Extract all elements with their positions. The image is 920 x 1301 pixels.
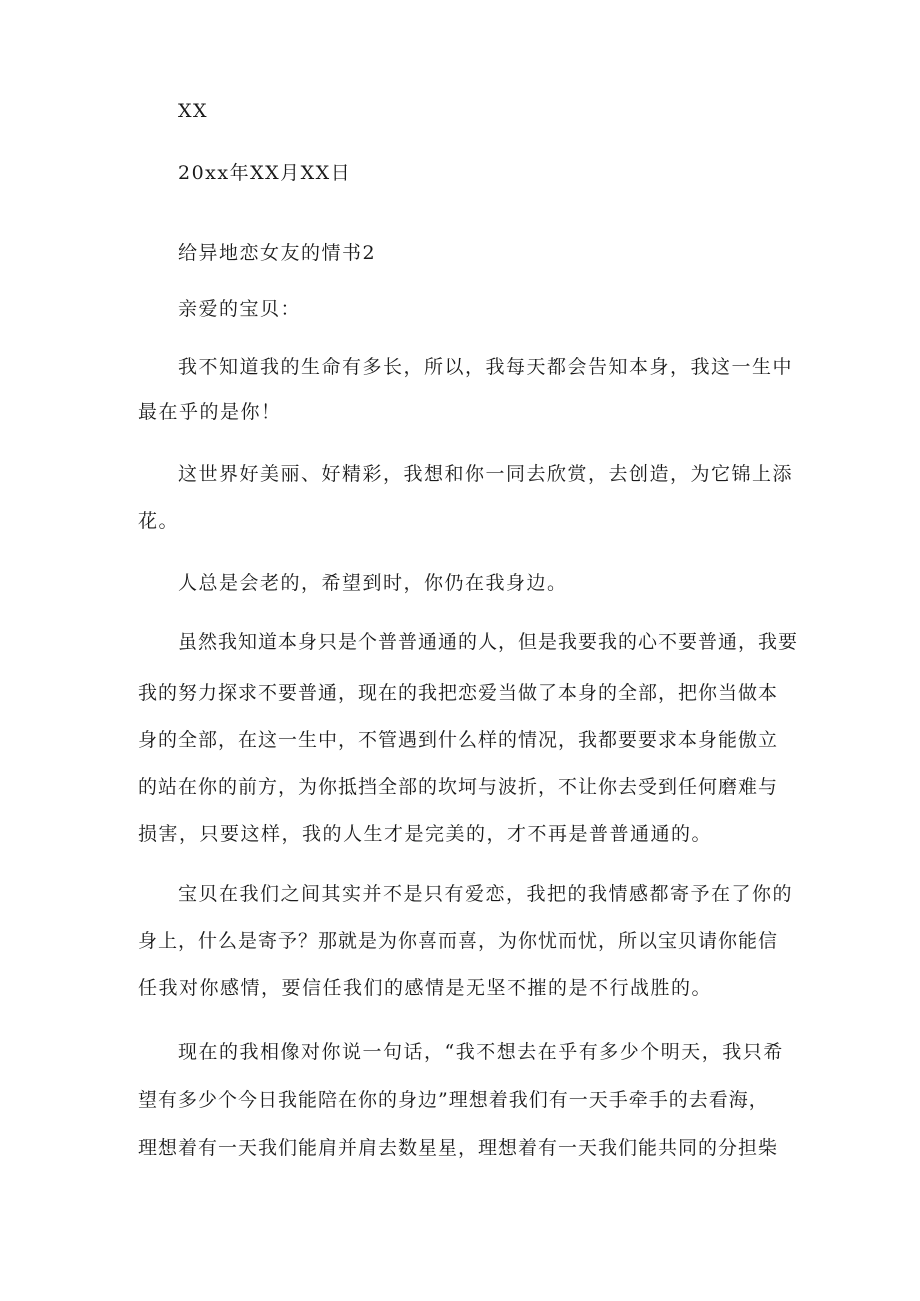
paragraph-line: 理想着有一天我们能肩并肩去数星星，理想着有一天我们能共同的分担柴 [138, 1137, 779, 1159]
paragraph-line: 任我对你感情，要信任我们的感情是无坚不摧的是不行战胜的。 [138, 977, 713, 999]
salutation-text: 亲爱的宝贝： [178, 298, 302, 320]
signature-text: XX [178, 100, 209, 122]
date-text: 20xx年XX月XX日 [178, 162, 352, 184]
paragraph-line: 宝贝在我们之间其实并不是只有爱恋，我把的我情感都寄予在了你的 [178, 883, 794, 905]
paragraph-line: 花。 [138, 510, 180, 532]
paragraph-line: 身上，什么是寄予？那就是为你喜而喜，为你忧而忧，所以宝贝请你能信 [138, 930, 779, 952]
letter-title: 给异地恋女友的情书2 [178, 242, 377, 264]
paragraph-line: 望有多少个今日我能陪在你的身边”理想着我们有一天手牵手的去看海， [138, 1089, 769, 1111]
paragraph-line: 现在的我相像对你说一句话，“我不想去在乎有多少个明天，我只希 [178, 1041, 784, 1063]
paragraph-line: 身的全部，在这一生中，不管遇到什么样的情况，我都要要求本身能傲立 [138, 729, 779, 751]
paragraph-line: 这世界好美丽、好精彩，我想和你一同去欣赏，去创造，为它锦上添 [178, 463, 794, 485]
paragraph-line: 我的努力探求不要普通，现在的我把恋爱当做了本身的全部，把你当做本 [138, 682, 779, 704]
paragraph-line: 人总是会老的，希望到时，你仍在我身边。 [178, 572, 568, 594]
paragraph-line: 的站在你的前方，为你抵挡全部的坎坷与波折，不让你去受到任何磨难与 [138, 776, 779, 798]
paragraph-line: 我不知道我的生命有多长，所以，我每天都会告知本身，我这一生中 [178, 356, 794, 378]
paragraph-line: 虽然我知道本身只是个普普通通的人，但是我要我的心不要普通，我要 [178, 631, 799, 653]
paragraph-line: 损害，只要这样，我的人生才是完美的，才不再是普普通通的。 [138, 823, 713, 845]
paragraph-line: 最在乎的是你！ [138, 401, 282, 423]
